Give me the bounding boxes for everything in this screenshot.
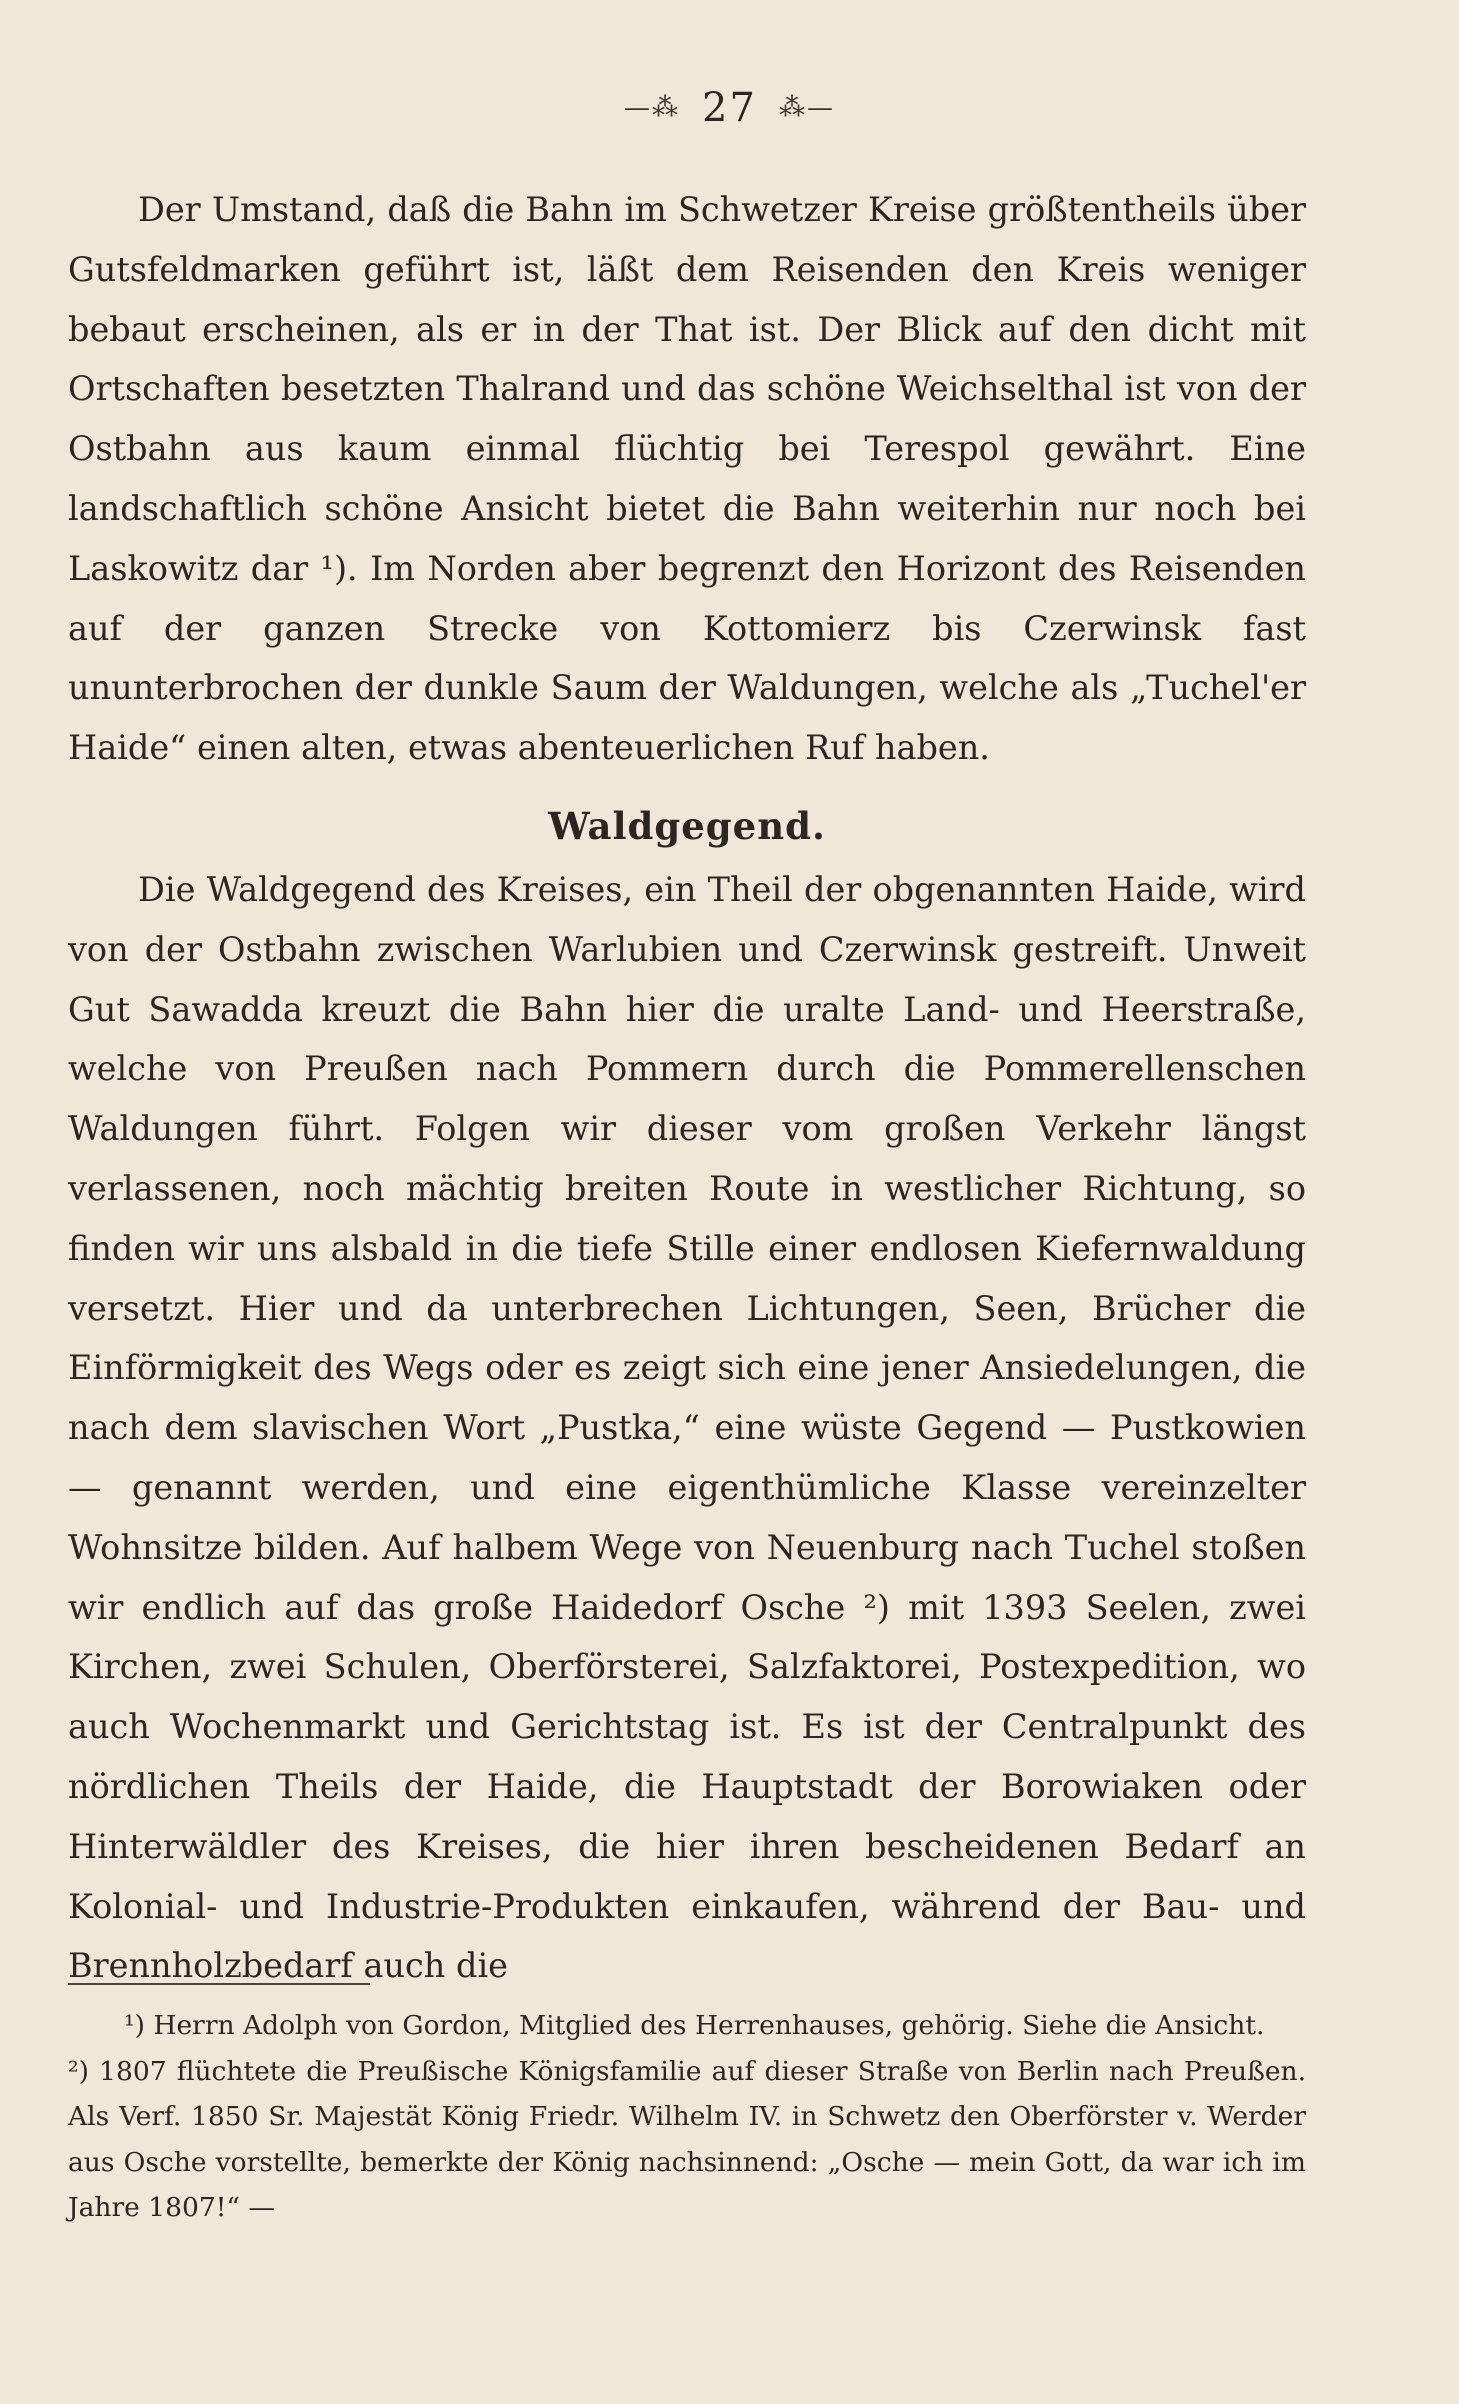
page-header (0, 82, 1459, 131)
paragraph-intro: Der Umstand, daß die Bahn im Schwetzer Kreise größtentheils über Gutsfeldmarken geführt ist, läßt dem Reisenden den Kreis weniger bebaut erscheinen, als er in der That ist. Der Blick auf den dicht mit Ortschaften besetzten Thalrand und das schöne Weichselthal ist von der Ostbahn aus kaum einmal flüchtig bei Terespol gewährt. Eine landschaftlich schöne Ansicht bietet die Bahn weiterhin nur noch bei Laskowitz dar ¹). Im Norden aber begrenzt den Horizont des Reisenden auf der ganzen Strecke von Kottomierz bis Czerwinsk fast ununterbrochen der dunkle Saum der Waldungen, welche als „Tuchel'er Haide“ einen alten, etwas abenteuerlichen Ruf haben. (68, 190, 1306, 768)
page-number: 27 (702, 85, 757, 131)
section-heading: Waldgegend. (548, 803, 826, 848)
footnote-1: ¹) Herrn Adolph von Gordon, Mitglied des Herrenhauses, gehörig. Siehe die Ansicht. (124, 2010, 1265, 2041)
header-ornament-left: —⁂ (624, 93, 681, 123)
footnote-divider (68, 1983, 370, 1985)
header-ornament-right: ⁂— (778, 93, 835, 123)
footnotes (68, 2003, 1306, 2231)
main-text (68, 180, 1306, 1996)
paragraph-waldgegend: Die Waldgegend des Kreises, ein Theil der obgenannten Haide, wird von der Ostbahn zwischen Warlubien und Czerwinsk gestreift. Unweit Gut Sawadda kreuzt die Bahn hier die uralte Land- und Heerstraße, welche von Preußen nach Pommern durch die Pommerellenschen Waldungen führt. Folgen wir dieser vom großen Verkehr längst verlassenen, noch mächtig breiten Route in westlicher Richtung, so finden wir uns alsbald in die tiefe Stille einer endlosen Kiefernwaldung versetzt. Hier und da unterbrechen Lichtungen, Seen, Brücher die Einförmigkeit des Wegs oder es zeigt sich eine jener Ansiedelungen, die nach dem slavischen Wort „Pustka,“ eine wüste Gegend — Pustkowien — genannt werden, und eine eigenthümliche Klasse vereinzelter Wohnsitze bilden. Auf halbem Wege von Neuenburg nach Tuchel stoßen wir endlich auf das große Haidedorf Osche ²) mit 1393 Seelen, zwei Kirchen, zwei Schulen, Oberförsterei, Salzfaktorei, Postexpedition, wo auch Wochenmarkt und Gerichtstag ist. Es ist der Centralpunkt des nördlichen Theils der Haide, die Hauptstadt der Borowiaken oder Hinterwäldler des Kreises, die hier ihren bescheidenen Bedarf an Kolonial- und Industrie-Produkten einkaufen, während der Bau- und Brennholzbedarf auch die (68, 869, 1306, 1986)
footnote-2: ²) 1807 flüchtete die Preußische Königsfamilie auf dieser Straße von Berlin nach Preußen. Als Verf. 1850 Sr. Majestät König Friedr. Wilhelm IV. in Schwetz den Oberförster v. Werder aus Osche vorstellte, bemerkte der König nachsinnend: „Osche — mein Gott, da war ich im Jahre 1807!“ — (68, 2055, 1306, 2223)
